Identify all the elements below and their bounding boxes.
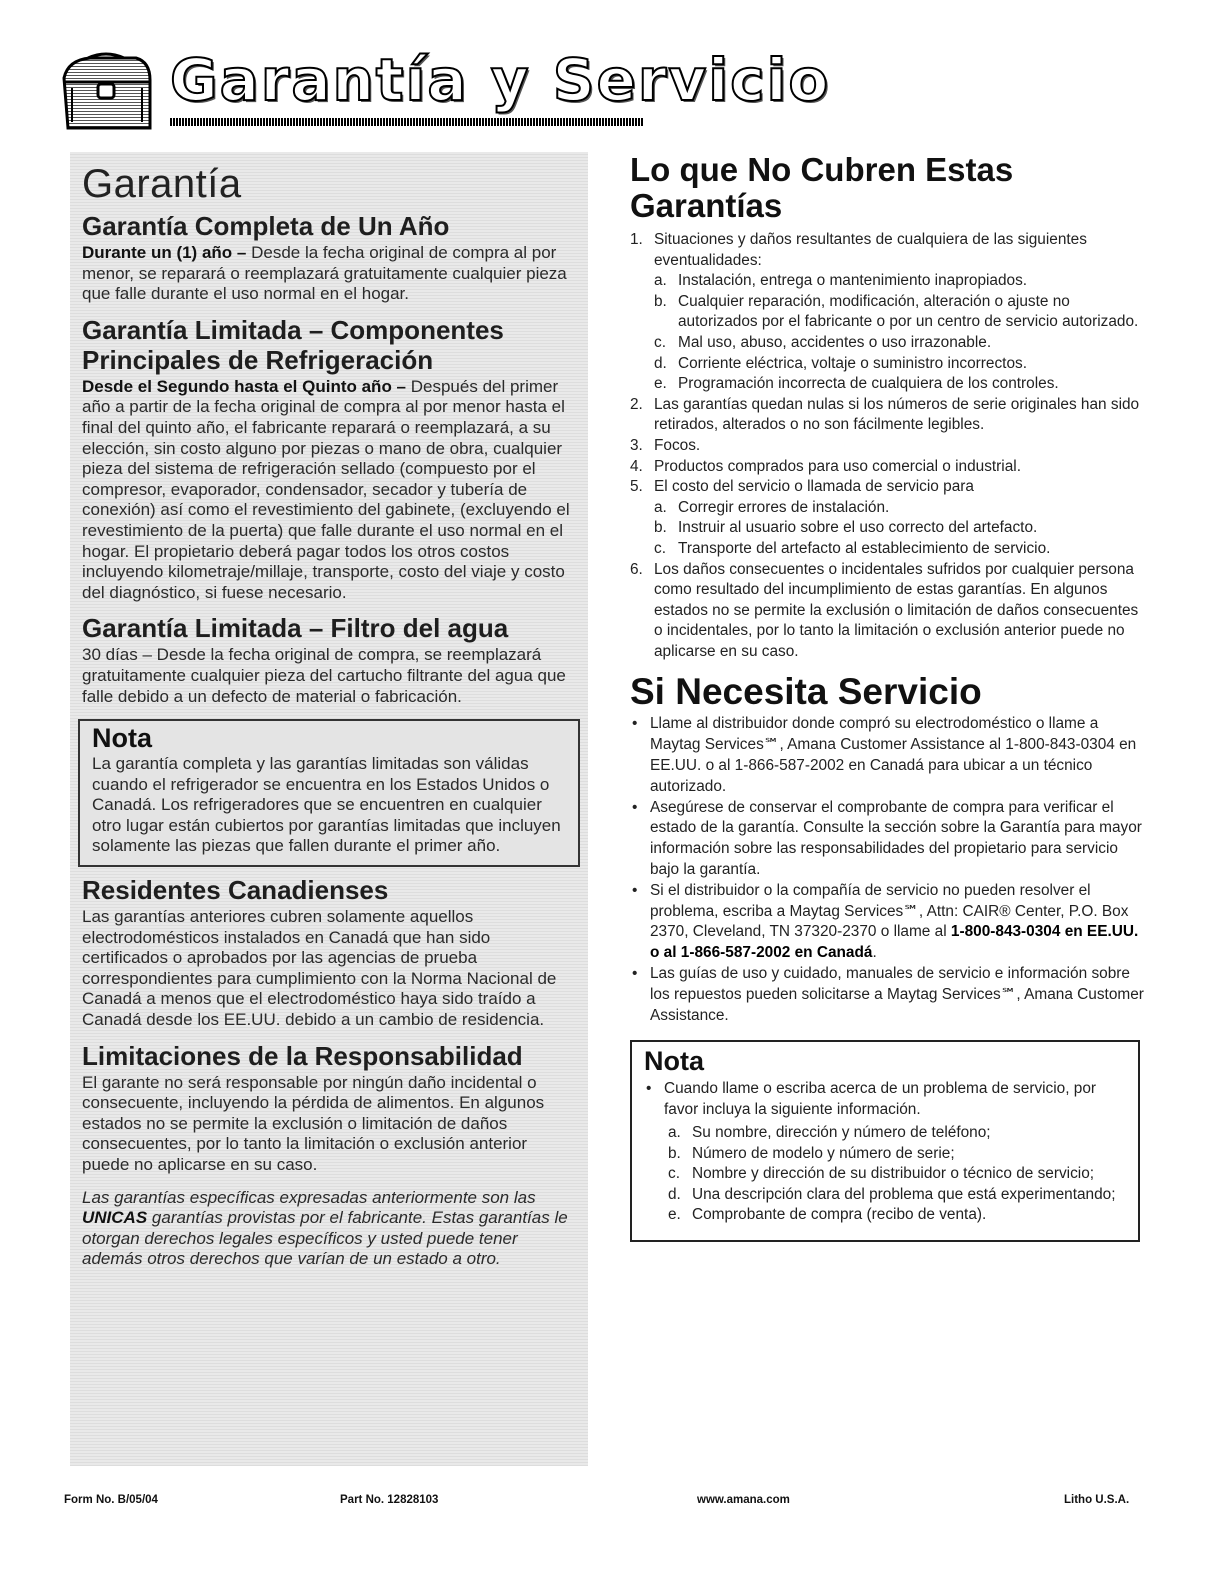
subitem-letter: b. — [654, 519, 667, 537]
subitem-letter: e. — [654, 375, 667, 393]
full-warranty-heading: Garantía Completa de Un Año — [82, 211, 450, 241]
service-bullet-2: • Asegúrese de conservar el comprobante de compra para verificar el estado de la garantía. Consulte la sección sobre la Garantía para mayor información sobre las responsabilidades del propietario para servicio bajo la garantía. — [632, 798, 1142, 879]
nota-text-left: La garantía completa y las garantías limitadas son válidas cuando el refrigerador se encuentra en los Estados Unidos o Canadá. Los refrigeradores que se encuentren en cualquier otro lugar están cubiertos por garantías limitadas que incluyen solamente las piezas que fallen durante el primer año. — [92, 754, 561, 856]
nota-title-left: Nota — [92, 723, 152, 754]
not-covered-subitem — [654, 354, 1150, 375]
subitem-letter: c. — [654, 539, 666, 557]
not-covered-item-number: 5. — [630, 478, 643, 496]
nota-right-item-letter: a. — [668, 1124, 681, 1142]
not-covered-subitem — [654, 518, 1150, 539]
header-rule — [170, 118, 644, 126]
footer-part-number: Part No. 12828103 — [340, 1494, 439, 1506]
nota-right-list — [644, 1079, 1124, 1121]
not-covered-sublist — [654, 498, 1150, 560]
canadian-text: Las garantías anteriores cubren solamente aquellos electrodomésticos instalados en Canadá que han sido certificados o aprobados por las agencias de prueba correspondientes para cumplimiento con la Norma Nacional de Canadá a menos que el electrodoméstico haya sido traído a Canadá desde los EE.UU. debido a un cambio de residencia. — [82, 907, 557, 1030]
subitem-letter: a. — [654, 272, 667, 290]
not-covered-subitem — [654, 271, 1150, 292]
service-phone-bold: 1-800-843-0304 en EE.UU. o al 1-866-587-2002 en Canadá — [650, 923, 1139, 962]
nota-right-item-letter: b. — [668, 1144, 681, 1162]
warranty-panel — [70, 152, 588, 1466]
canadian-heading: Residentes Canadienses — [82, 875, 389, 906]
page-header — [58, 40, 831, 140]
service-bullet-3-end: . — [872, 944, 877, 962]
not-covered-subitem — [654, 498, 1150, 519]
not-covered-subitem — [654, 374, 1150, 395]
not-covered-item-text: Productos comprados para uso comercial o industrial. — [654, 457, 1021, 475]
service-bullet-1: • Llame al distribuidor donde compró su electrodoméstico o llame a Maytag Services℠, Amana Customer Assistance al 1-800-843-0304 en EE.UU. o al 1-866-587-2002 en Canadá para ubicar a un técnico autorizado. — [632, 715, 1137, 795]
nota-right-item-text: Comprobante de compra (recibo de venta). — [692, 1206, 987, 1224]
nota-right-item — [668, 1205, 1124, 1226]
not-covered-item-text: Situaciones y daños resultantes de cualquiera de las siguientes eventualidades: — [654, 231, 1087, 269]
not-covered-title-line2: Garantías — [630, 187, 783, 224]
nota-right-items — [644, 1123, 1124, 1226]
limitations-text: El garante no será responsable por ningún daño incidental o consecuente, incluyendo la pérdida de alimentos. En algunos estados no se permite la exclusión o limitación de daños consecuentes, por lo tanto la limitación o exclusión anterior puede no aplicarse en su caso. — [82, 1072, 545, 1174]
not-covered-subitem — [654, 292, 1150, 333]
nota-right-item-text: Su nombre, dirección y número de teléfono; — [692, 1124, 991, 1142]
full-warranty-text — [82, 243, 576, 305]
nota-right-intro-text: Cuando llame o escriba acerca de un problema de servicio, por favor incluya la siguiente información. — [664, 1080, 1097, 1119]
subitem-letter: b. — [654, 292, 667, 310]
not-covered-item-text: Focos. — [654, 436, 701, 454]
full-warranty-lead: Durante un (1) año – — [82, 243, 247, 262]
not-covered-title-line1: Lo que No Cubren Estas — [630, 151, 1014, 188]
service-bullet-1-text: Llame al distribuidor donde compró su electrodoméstico o llame a Maytag Services℠, Amana Customer Assistance al 1-800-843-0304 en EE.UU. o al 1-866-587-2002 en Canadá para ubicar a un técnico autorizado. — [650, 715, 1137, 795]
not-covered-item-number: 6. — [630, 560, 643, 578]
nota-right-item-text: Una descripción clara del problema que está experimentando; — [692, 1185, 1116, 1203]
italic-part-a: Las garantías específicas expresadas anteriormente son las — [82, 1187, 536, 1207]
limited-components-body: Después del primer año a partir de la fecha original de compra al por menor hasta el final del quinto año, el fabricante reparará o reemplazará, a su elección, sin costo alguno por piezas o mano de obra, cualquier pieza del sistema de refrigeración sellado (compuesto por el compresor, evaporador, condensador, secador y tubería de conexión) así como el revestimiento del gabinete, (excluyendo el revestimiento de la puerta) que falle durante el uso normal en el hogar. El propietario deberá pagar todos los otros costos incluyendo kilometraje/millaje, transporte, costo del viaje y costo del diagnóstico, si fuese necesario. — [82, 376, 570, 602]
service-bullet-3-text: Si el distribuidor o la compañía de servicio no pueden resolver el problema, escriba a Maytag Services℠, Attn: CAIR® Center, P.O. Box 2370, Cleveland, TN 37320-2370 o llame al — [650, 881, 1129, 941]
italic-part-b: garantías provistas por el fabricante. Estas garantías le otorgan derechos legales específicos y usted puede tener además otros derechos que varían de un estado a otro. — [82, 1208, 568, 1269]
not-covered-item-number: 3. — [630, 436, 643, 454]
not-covered-item-number: 2. — [630, 395, 643, 413]
not-covered-subitem — [654, 539, 1150, 560]
page-footer — [0, 1494, 1212, 1514]
subitem-letter: c. — [654, 333, 666, 351]
not-covered-item-number: 1. — [630, 231, 643, 248]
service-bullet-3: • Si el distribuidor o la compañía de servicio no pueden resolver el problema, escriba a Maytag Services℠, Attn: CAIR® Center, P.O. Box 2370, Cleveland, TN 37320-2370 o llame al 1-800-843-0304 en EE.UU. o al 1-866-587-2002 en Canadá. — [632, 881, 1139, 962]
nota-right-item — [668, 1164, 1124, 1185]
nota-right-item-text: Número de modelo y número de serie; — [692, 1144, 955, 1162]
limited-components-heading: Garantía Limitada – Componentes Principales de Refrigeración — [82, 314, 504, 375]
limited-components-lead: Desde el Segundo hasta el Quinto año – — [82, 376, 407, 396]
warranty-title: Garantía — [82, 162, 242, 206]
nota-right-item — [668, 1185, 1124, 1206]
limited-components-text — [82, 377, 576, 604]
service-bullet-4-text: Las guías de uso y cuidado, manuales de servicio e información sobre los repuestos pueden solicitarse a Maytag Services℠, Amana Customer Assistance. — [650, 965, 1144, 1024]
not-covered-item-text: El costo del servicio o llamada de servicio para — [654, 478, 974, 496]
not-covered-list — [630, 230, 1150, 662]
not-covered-sublist — [654, 271, 1150, 395]
right-column — [630, 152, 1150, 1242]
italic-bold-unicas: UNICAS — [82, 1208, 148, 1228]
subitem-text: Transporte del artefacto al establecimiento de servicio. — [678, 539, 1051, 557]
full-warranty-body: Desde la fecha original de compra al por menor, se reparará o reemplazará gratuitamente cualquier pieza que falle durante el uso normal en el hogar. — [82, 243, 567, 304]
not-covered-item — [630, 457, 1150, 478]
subitem-text: Corregir errores de instalación. — [678, 498, 890, 516]
nota-box-right — [630, 1040, 1140, 1242]
footer-litho: Litho U.S.A. — [1064, 1494, 1130, 1506]
subitem-text: Mal uso, abuso, accidentes o uso irrazonable. — [678, 333, 992, 351]
nota-right-item-letter: e. — [668, 1206, 681, 1224]
not-covered-subitem — [654, 333, 1150, 354]
subitem-letter: a. — [654, 498, 667, 516]
not-covered-item-number: 4. — [630, 457, 643, 475]
not-covered-item — [630, 477, 1150, 559]
footer-form-number: Form No. B/05/04 — [64, 1494, 158, 1506]
subitem-text: Instruir al usuario sobre el uso correcto del artefacto. — [678, 519, 1038, 537]
nota-right-item-text: Nombre y dirección de su distribuidor o técnico de servicio; — [692, 1165, 1095, 1183]
subitem-text: Cualquier reparación, modificación, alteración o ajuste no autorizados por el fabricante o por un centro de servicio autorizado. — [678, 292, 1139, 331]
not-covered-item-text: Las garantías quedan nulas si los números de serie originales han sido retirados, alterados o no son fácilmente legibles. — [654, 395, 1140, 434]
toolbox-icon — [58, 48, 154, 136]
nota-right-item-letter: d. — [668, 1185, 681, 1203]
subitem-text: Instalación, entrega o mantenimiento inapropiados. — [678, 272, 1028, 290]
water-filter-heading: Garantía Limitada – Filtro del agua — [82, 613, 509, 644]
footer-url[interactable]: www.amana.com — [697, 1494, 790, 1506]
not-covered-item-text: Los daños consecuentes o incidentales sufridos por cualquier persona como resultado del incumplimiento de estas garantías. En algunos estados no se permite la exclusión o limitación de daños consecuentes o incidentales, por lo tanto la limitación o exclusión anterior puede no aplicarse en su caso. — [654, 560, 1139, 660]
not-covered-title — [630, 152, 1150, 224]
service-title: Si Necesita Servicio — [630, 671, 982, 713]
service-list — [630, 714, 1150, 1026]
nota-title-right: Nota — [644, 1046, 704, 1077]
service-bullet-4: • Las guías de uso y cuidado, manuales de servicio e información sobre los repuestos pueden solicitarse a Maytag Services℠, Amana Customer Assistance. — [632, 965, 1144, 1024]
subitem-text: Corriente eléctrica, voltaje o suministro incorrectos. — [678, 354, 1027, 372]
not-covered-item — [630, 230, 1150, 395]
nota-right-intro: • Cuando llame o escriba acerca de un problema de servicio, por favor incluya la siguiente información. — [646, 1080, 1097, 1119]
not-covered-item — [630, 395, 1150, 436]
nota-box-left — [78, 719, 580, 867]
page-title: Garantía y Servicio — [170, 46, 831, 114]
water-filter-text: 30 días – Desde la fecha original de compra, se reemplazará gratuitamente cualquier pieza del cartucho filtrante del agua que falle debido a un defecto de material o fabricación. — [82, 645, 566, 706]
not-covered-item — [630, 436, 1150, 457]
nota-right-item-letter: c. — [668, 1165, 680, 1183]
nota-right-item — [668, 1144, 1124, 1165]
limitations-italic — [82, 1188, 576, 1270]
service-bullet-2-text: Asegúrese de conservar el comprobante de compra para verificar el estado de la garantía. Consulte la sección sobre la Garantía para mayor información sobre las responsabilidades del propietario para servicio bajo la garantía. — [650, 798, 1142, 879]
nota-right-item — [668, 1123, 1124, 1144]
not-covered-item — [630, 560, 1150, 663]
subitem-text: Programación incorrecta de cualquiera de los controles. — [678, 375, 1059, 393]
subitem-letter: d. — [654, 354, 667, 372]
limitations-heading: Limitaciones de la Responsabilidad — [82, 1040, 523, 1071]
